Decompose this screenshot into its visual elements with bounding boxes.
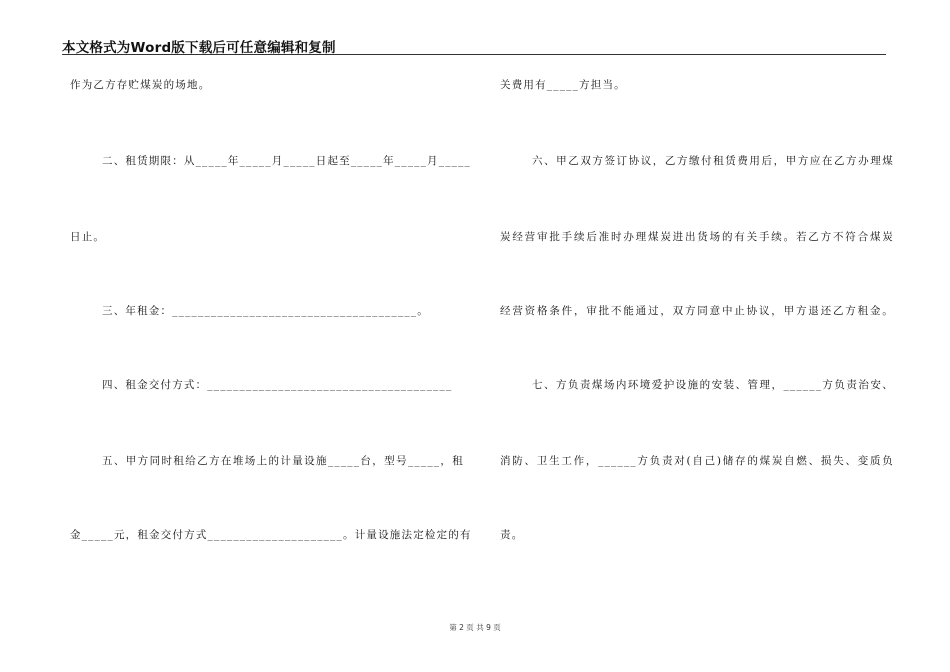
paragraph-line: 二、租赁期限：从_____年_____月_____日起至_____年_____月_____ bbox=[102, 155, 471, 167]
paragraph-line: 经营资格条件，审批不能通过，双方同意中止协议，甲方退还乙方租金。 bbox=[500, 305, 894, 317]
paragraph-line: 日止。 bbox=[70, 231, 106, 243]
paragraph-line: 炭经营审批手续后准时办理煤炭进出货场的有关手续。若乙方不符合煤炭 bbox=[500, 231, 894, 243]
paragraph-line: 五、甲方同时租给乙方在堆场上的计量设施_____台，型号_____，租 bbox=[102, 455, 464, 467]
paragraph-line: 三、年租金：______________________________________。 bbox=[102, 305, 429, 317]
paragraph-line: 六、甲乙双方签订协议，乙方缴付租赁费用后，甲方应在乙方办理煤 bbox=[532, 155, 894, 167]
document-header-title: 本文格式为Word版下载后可任意编辑和复制 bbox=[62, 40, 336, 56]
paragraph-line: 金_____元，租金交付方式_____________________。计量设施法定检定的有 bbox=[70, 529, 472, 541]
paragraph-line: 责。 bbox=[500, 529, 524, 541]
header-divider bbox=[62, 54, 886, 55]
paragraph-line: 七、方负责煤场内环境爱护设施的安装、管理，______方负责治安、 bbox=[532, 379, 894, 391]
paragraph-line: 消防、卫生工作，______方负责对(自己)储存的煤炭自燃、损失、变质负 bbox=[500, 455, 894, 467]
paragraph-line: 关费用有_____方担当。 bbox=[500, 79, 626, 91]
paragraph-line: 作为乙方存贮煤炭的场地。 bbox=[70, 79, 211, 91]
page-number: 第 2 页 共 9 页 bbox=[449, 623, 501, 632]
paragraph-line: 四、租金交付方式：______________________________________ bbox=[102, 379, 453, 391]
